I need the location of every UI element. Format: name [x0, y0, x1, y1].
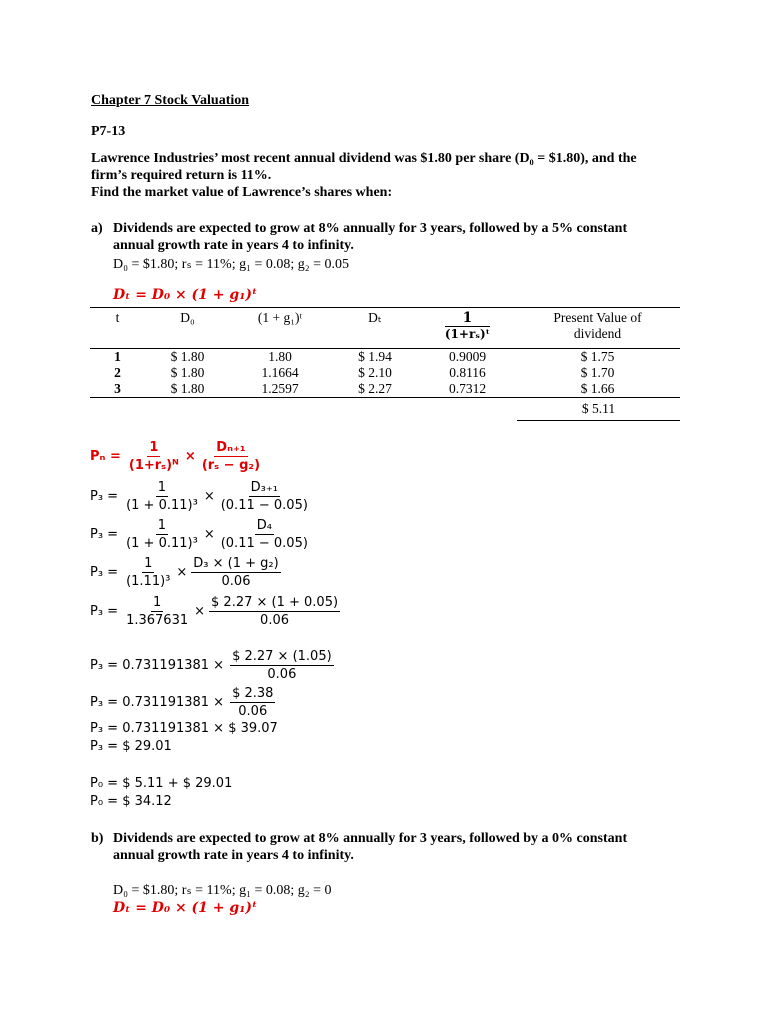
fraction	[191, 556, 280, 589]
numerator: Dₙ₊₁	[216, 440, 246, 455]
fraction	[124, 556, 172, 589]
denominator: 0.06	[267, 667, 297, 682]
part-a-formula: Dₜ = D₀ × (1 + g₁)ᵗ	[113, 287, 258, 303]
part-a-question	[113, 220, 627, 254]
col-header-d0: D₀	[145, 308, 230, 349]
numerator: 1	[157, 518, 167, 533]
cell-t: 1	[114, 349, 121, 364]
numerator: 1	[157, 480, 167, 495]
numerator: $ 2.27 × (1.05)	[232, 649, 332, 664]
col-header-discount	[420, 308, 515, 349]
eq-lhs: P₃ =	[90, 565, 119, 580]
equation-line: P₃ = 0.731191381 × $ 39.07	[90, 721, 278, 736]
denominator: 1.367631	[126, 613, 189, 628]
fraction	[230, 686, 275, 719]
denominator: 0.06	[238, 704, 268, 719]
question-line: Dividends are expected to grow at 8% annually for 3 years, followed by a 0% constant	[113, 831, 628, 846]
question-line: annual growth rate in years 4 to infinity.	[113, 238, 354, 253]
intro-line: firm’s required return is 11%.	[91, 168, 272, 183]
cell-growth: 1.1664	[261, 365, 299, 380]
equation-line: P₀ = $ 34.12	[90, 794, 172, 809]
times-sign: ×	[203, 489, 215, 504]
col-header-dt: Dₜ	[330, 308, 420, 349]
denominator: (rₛ − g₂)	[201, 458, 261, 473]
equation-line: P₀ = $ 5.11 + $ 29.01	[90, 776, 233, 791]
fraction	[209, 595, 340, 628]
eq-lhs: P₃ =	[90, 527, 119, 542]
equation-step	[90, 518, 312, 551]
cell-d0: $ 1.80	[145, 381, 230, 398]
table-row	[90, 365, 680, 381]
fraction	[124, 480, 200, 513]
denominator: (1 + 0.11)³	[126, 498, 198, 513]
cell-dt: $ 1.94	[358, 349, 392, 364]
denominator: 0.06	[260, 613, 289, 628]
chapter-title: Chapter 7 Stock Valuation	[91, 93, 250, 108]
equation-step	[90, 556, 283, 589]
denominator: (1.11)³	[126, 574, 171, 589]
table-row	[90, 349, 680, 366]
part-b-question	[113, 830, 627, 864]
numerator: 1	[149, 440, 159, 455]
denominator: 0.06	[221, 574, 251, 589]
cell-growth: 1.2597	[230, 381, 330, 398]
eq-lhs: P₃ = 0.731191381 ×	[90, 695, 225, 710]
part-b-given: D₀ = $1.80; rₛ = 11%; g₁ = 0.08; g₂ = 0	[113, 883, 332, 898]
discount-numerator: 1	[445, 310, 490, 327]
eq-lhs: Pₙ =	[90, 449, 121, 464]
cell-pv: $ 1.66	[515, 381, 680, 398]
equation-step	[90, 649, 336, 682]
fraction	[127, 440, 181, 473]
cell-pv: $ 1.70	[580, 365, 615, 380]
numerator: D₄	[256, 518, 272, 533]
numerator: D₃ × (1 + g₂)	[193, 556, 279, 571]
equation-step	[90, 686, 277, 719]
pn-formula	[90, 440, 264, 473]
part-b-formula: Dₜ = D₀ × (1 + g₁)ᵗ	[113, 900, 258, 916]
col-header-growth: (1 + g₁)ᵗ	[230, 308, 330, 349]
col-header-t: t	[90, 308, 145, 349]
pv-total: $ 5.11	[517, 401, 680, 421]
question-line: annual growth rate in years 4 to infinity.	[113, 848, 354, 863]
cell-d0: $ 1.80	[170, 349, 205, 364]
cell-dt: $ 2.27	[330, 381, 420, 398]
discount-denominator: (1+rₛ)ᵗ	[444, 327, 491, 341]
cell-t: 3	[90, 381, 145, 398]
intro-line: Lawrence Industries’ most recent annual dividend was $1.80 per share (D₀ = $1.80), and the	[91, 151, 637, 166]
denominator: (0.11 − 0.05)	[220, 498, 308, 513]
cell-discount: 0.7312	[420, 381, 515, 398]
intro-line: Find the market value of Lawrence’s shares when:	[91, 185, 393, 200]
times-sign: ×	[176, 565, 188, 580]
table-row	[90, 381, 680, 398]
denominator: (0.11 − 0.05)	[220, 536, 308, 551]
part-b-label: b)	[91, 831, 104, 846]
denominator: (1 + 0.11)³	[126, 536, 198, 551]
numerator: 1	[152, 595, 162, 610]
cell-d0: $ 1.80	[170, 365, 205, 380]
numerator: D₃₊₁	[250, 480, 278, 495]
cell-dt: $ 2.10	[358, 365, 392, 380]
denominator: (1+rₛ)ᴺ	[128, 458, 179, 473]
fraction	[230, 649, 334, 682]
cell-discount: 0.9009	[448, 349, 487, 364]
fraction	[200, 440, 262, 473]
pv-header-line: dividend	[573, 326, 622, 341]
eq-lhs: P₃ =	[90, 604, 119, 619]
problem-intro	[91, 150, 637, 201]
question-line: Dividends are expected to grow at 8% annually for 3 years, followed by a 5% constant	[113, 221, 628, 236]
times-sign: ×	[203, 527, 215, 542]
fraction	[124, 595, 190, 628]
equation-line: P₃ = $ 29.01	[90, 739, 172, 754]
cell-pv: $ 1.75	[580, 349, 615, 364]
numerator: $ 2.38	[232, 686, 274, 701]
eq-lhs: P₃ =	[90, 489, 119, 504]
cell-t: 2	[114, 365, 121, 380]
part-a-label: a)	[91, 221, 103, 236]
equation-step	[90, 595, 342, 628]
pv-header-line: Present Value of	[553, 310, 642, 325]
fraction	[219, 480, 310, 513]
eq-lhs: P₃ = 0.731191381 ×	[90, 658, 225, 673]
fraction	[219, 518, 310, 551]
col-header-pv	[515, 308, 680, 349]
part-a-given: D₀ = $1.80; rₛ = 11%; g₁ = 0.08; g₂ = 0.05	[113, 257, 350, 272]
numerator: $ 2.27 × (1 + 0.05)	[211, 595, 339, 610]
cell-growth: 1.80	[268, 349, 292, 364]
cell-discount: 0.8116	[449, 365, 486, 380]
fraction	[124, 518, 200, 551]
numerator: 1	[144, 556, 153, 571]
equation-step	[90, 480, 312, 513]
dividend-table	[90, 307, 680, 398]
problem-number: P7-13	[91, 124, 126, 139]
times-sign: ×	[194, 604, 206, 619]
times-sign: ×	[184, 449, 196, 464]
